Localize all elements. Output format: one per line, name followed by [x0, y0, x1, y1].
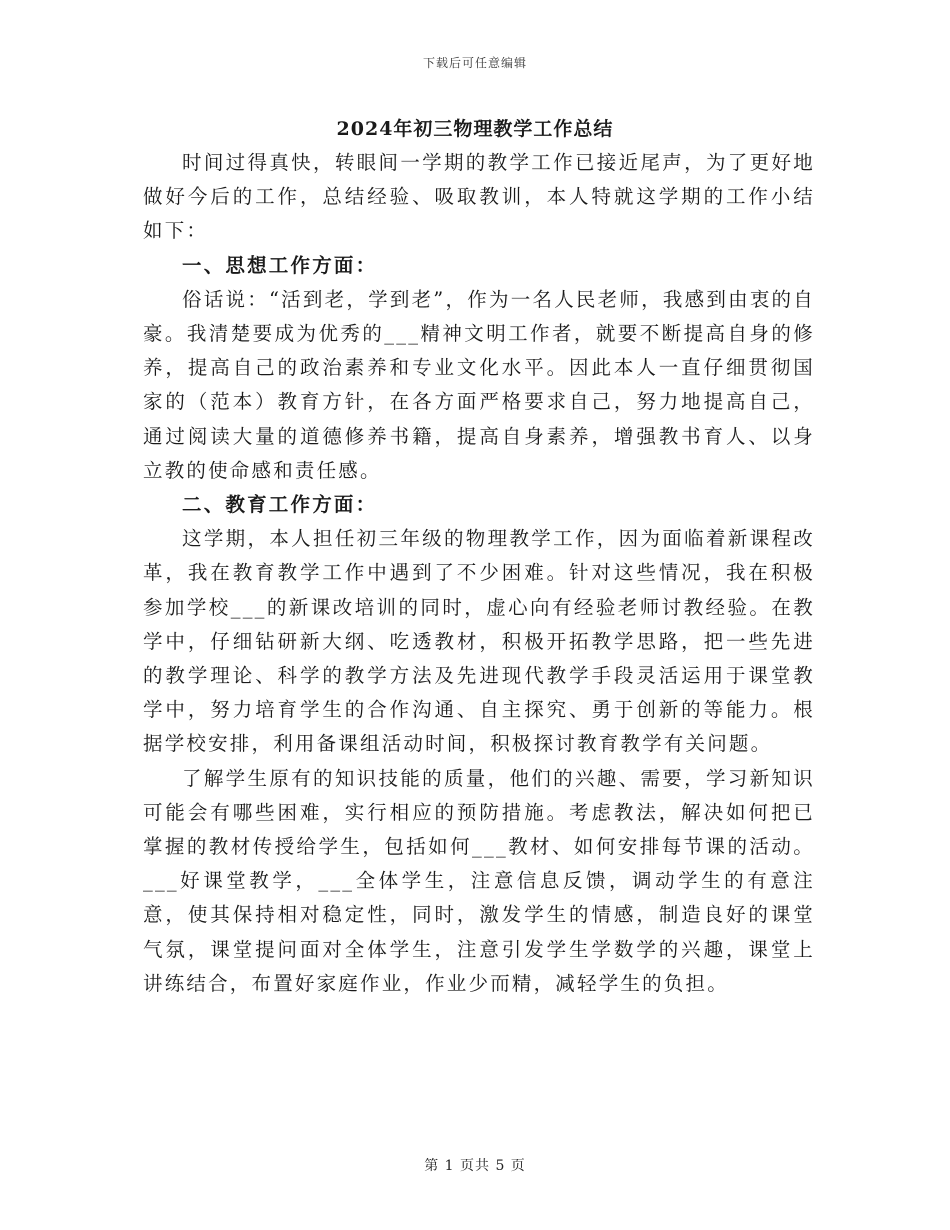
paragraph-education-1: 这学期，本人担任初三年级的物理教学工作，因为面临着新课程改革，我在教育教学工作中遇到了不少困难。针对这些情况，我在积极参加学校___的新课改培训的同时，虚心向有经验老师讨教经验。在教学中，仔细钻研新大纲、吃透教材，积极开拓教学思路，把一些先进的教学理论、科学的教学方法及先进现代教学手段灵活运用于课堂教学中，努力培育学生的合作沟通、自主探究、勇于创新的等能力。根据学校安排，利用备课组活动时间，积极探讨教育教学有关问题。 [143, 527, 815, 756]
document-title: 2024年初三物理教学工作总结 [336, 118, 614, 140]
paragraph-intro: 时间过得真快，转眼间一学期的教学工作已接近尾声，为了更好地做好今后的工作，总结经验、吸取教训，本人特就这学期的工作小结如下： [143, 151, 815, 243]
header-note: 下载后可任意编辑 [422, 56, 527, 70]
paragraph-education-2: 了解学生原有的知识技能的质量，他们的兴趣、需要，学习新知识可能会有哪些困难，实行相应的预防措施。考虑教法，解决如何把已掌握的教材传授给学生，包括如何___教材、如何安排每节课的活动。___好课堂教学，___全体学生，注意信息反馈，调动学生的有意注意，使其保持相对稳定性，同时，激发学生的情感，制造良好的课堂气氛，课堂提问面对全体学生，注意引发学生学数学的兴趣，课堂上讲练结合，布置好家庭作业，作业少而精，减轻学生的负担。 [143, 766, 815, 995]
paragraph-thought: 俗话说：“活到老，学到老”，作为一名人民老师，我感到由衷的自豪。我清楚要成为优秀的___精神文明工作者，就要不断提高自身的修养，提高自己的政治素养和专业文化水平。因此本人一直仔细贯彻国家的（范本）教育方针，在各方面严格要求自己，努力地提高自己，通过阅读大量的道德修养书籍，提高自身素养，增强教书育人、以身立教的使命感和责任感。 [143, 287, 815, 482]
section-heading-thought: 一、思想工作方面： [182, 253, 378, 277]
section-heading-education: 二、教育工作方面： [182, 493, 378, 517]
document-body [143, 146, 815, 1001]
page-number: 第 1 页共 5 页 [424, 1158, 526, 1174]
